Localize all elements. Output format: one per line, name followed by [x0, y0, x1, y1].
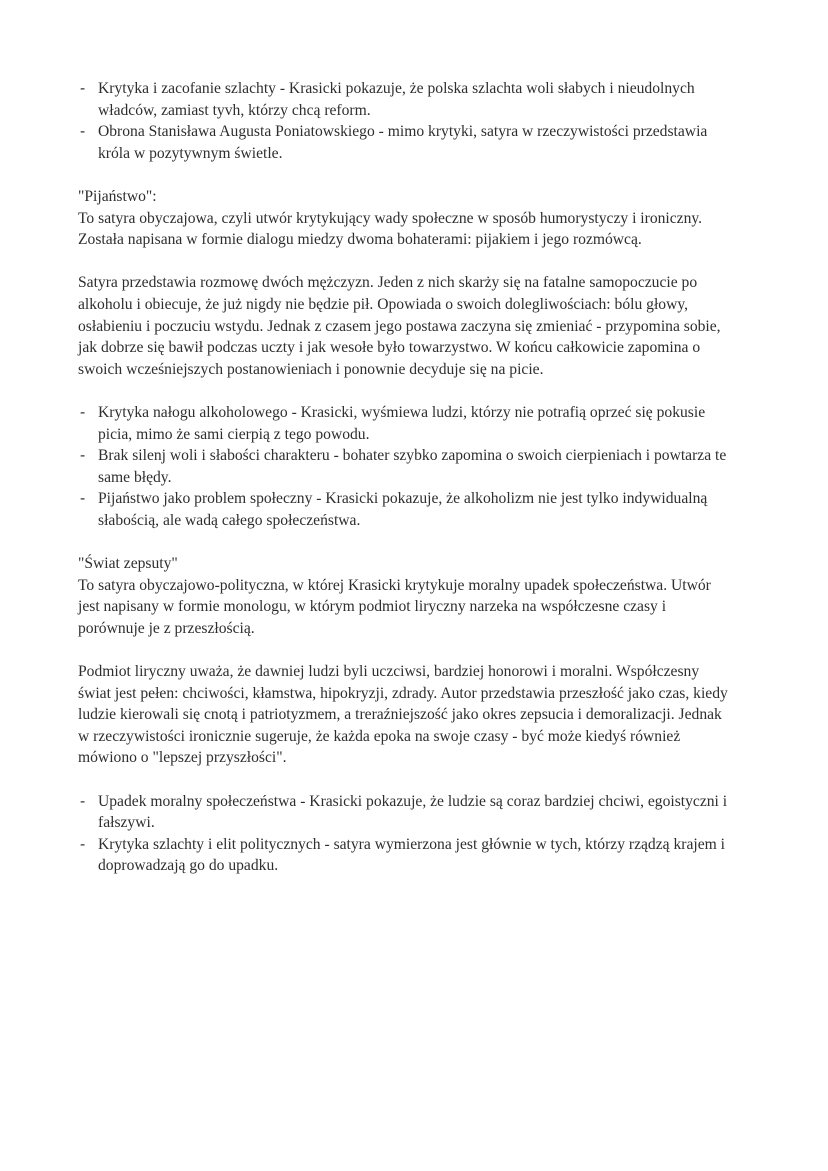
list-item: - Brak silenj woli i słabości charakteru - bohater szybko zapomina o swoich cierpieniach i powtarza te same błędy. — [78, 445, 732, 488]
swiat-zepsuty-summary: Podmiot liryczny uważa, że dawniej ludzi byli uczciwsi, bardziej honorowi i moralni. Współczesny świat jest pełen: chciwości, kłamstwa, hipokryzji, zdrady. Autor przedstawia przeszłość jako czas, kiedy ludzie kierowali się cnotą i patriotyzmem, a treraźniejszość jako okres zepsucia i demoralizacji. Jednak w rzeczywistości ironicznie sugeruje, że każda epoka na swoje czasy - być może kiedyś również mówiono o "lepszej przyszłości". — [78, 663, 728, 767]
list-item: - Upadek moralny społeczeństwa - Krasicki pokazuje, że ludzie są coraz bardziej chciwi, egoistyczni i fałszywi. — [78, 791, 732, 834]
spacer — [78, 531, 732, 553]
swiat-zepsuty-intro: To satyra obyczajowo-polityczna, w której Krasicki krytykuje moralny upadek społeczeństwa. Utwór jest napisany w formie monologu, w którym podmiot liryczny narzeka na współczesne czasy i porównuje je z przeszłością. — [78, 576, 711, 637]
list-item: - Krytyka nałogu alkoholowego - Krasicki, wyśmiewa ludzi, którzy nie potrafią oprzeć się pokusie picia, mimo że sami cierpią z tego powodu. — [78, 402, 732, 445]
spacer — [78, 769, 732, 791]
list-item: - Krytyka szlachty i elit politycznych - satyra wymierzona jest głównie w tych, którzy rządzą krajem i doprowadzają go do upadku. — [78, 834, 732, 877]
list-item: - Krytyka i zacofanie szlachty - Krasicki pokazuje, że polska szlachta woli słabych i nieudolnych władców, zamiast tyvh, którzy chcą reform. — [78, 78, 732, 121]
spacer — [78, 164, 732, 186]
list-item: - Obrona Stanisława Augusta Poniatowskiego - mimo krytyki, satyra w rzeczywistości przedstawia króla w pozytywnym świetle. — [78, 121, 732, 164]
pijanstwo-points — [78, 402, 732, 532]
section-heading-pijanstwo: "Pijaństwo": — [78, 187, 157, 205]
swiat-zepsuty-points — [78, 791, 732, 877]
list-item: - Pijaństwo jako problem społeczny - Krasicki pokazuje, że alkoholizm nie jest tylko indywidualną słabością, ale wadą całego społeczeństwa. — [78, 488, 732, 531]
pijanstwo-intro: To satyra obyczajowa, czyli utwór krytykujący wady społeczne w sposób humorystyczy i ironiczny. Została napisana w formie dialogu miedzy dwoma bohaterami: pijakiem i jego rozmówcą. — [78, 209, 703, 249]
spacer — [78, 380, 732, 402]
intro-list — [78, 78, 732, 164]
spacer — [78, 251, 732, 273]
spacer — [78, 639, 732, 661]
section-heading-swiat-zepsuty: "Świat zepsuty" — [78, 555, 178, 573]
pijanstwo-summary: Satyra przedstawia rozmowę dwóch mężczyzn. Jeden z nich skarży się na fatalne samopoczucie po alkoholu i obiecuje, że już nigdy nie będzie pił. Opowiada o swoich dolegliwościach: bólu głowy, osłabieniu i poczuciu wstydu. Jednak z czasem jego postawa zaczyna się zmieniać - przypomina sobie, jak dobrze się bawił podczas uczty i jak wesołe było towarzystwo. W końcu całkowicie zapomina o swoich wcześniejszych postanowieniach i ponownie decyduje się na picie. — [78, 274, 721, 378]
